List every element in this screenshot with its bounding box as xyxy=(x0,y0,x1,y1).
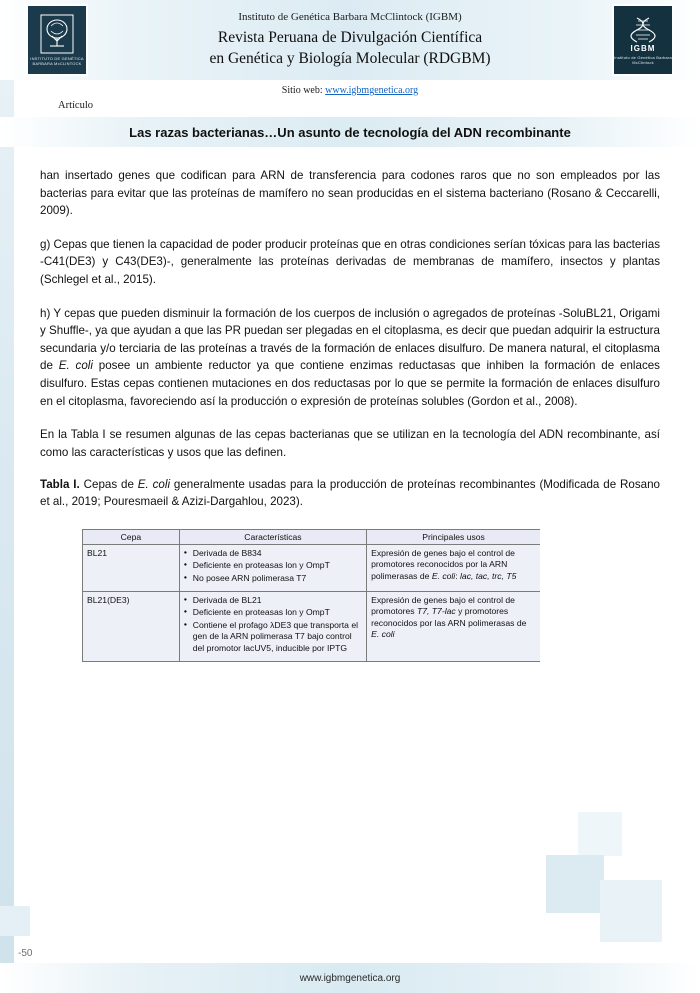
cell-usos xyxy=(367,544,540,591)
table-caption-species: E. coli xyxy=(137,477,171,491)
site-line xyxy=(0,85,700,96)
table-row xyxy=(83,592,541,662)
strains-table xyxy=(82,529,540,662)
paragraph-table-intro: En la Tabla I se resumen algunas de las cepas bacterianas que se utilizan en la tecnología del ADN recombinante, así como las características y usos que las definen. xyxy=(40,428,660,459)
paragraph-h-part1: h) Y cepas que pueden disminuir la formación de los cuerpos de inclusión o agregados de proteínas -SoluBL21, Origami y Shuffle-, ya que ayudan a que las PR puedan ser plegadas en el citoplasma, es decir que puedan adquirir la estructura secundaria y/o terciaria de las proteínas a través de la formación de enlaces disulfuro. De manera natural, el citoplasma de xyxy=(40,306,660,373)
institute-logo-left xyxy=(26,4,88,76)
caracteristicas-list xyxy=(184,548,362,584)
paragraph-continuation: han insertado genes que codifican para ARN de transferencia para codones raros que no son empleados por las bacterias para evitar que las proteínas de mamífero no sean producidas en el sistema bacteriano (Rosano & Ceccarelli, 2009). xyxy=(40,169,660,218)
cell-caracteristicas xyxy=(179,592,366,662)
article-body xyxy=(40,167,660,511)
header-center xyxy=(88,0,612,80)
logo-right-caption: Instituto de Genética Barbara McClintock xyxy=(614,54,672,65)
logo-right-word: IGBM xyxy=(630,43,656,53)
dna-helix-icon xyxy=(630,16,656,44)
usos-part1: Expresión de genes bajo el control de promotores xyxy=(371,595,515,617)
species-name-ecoli: E. coli xyxy=(58,359,93,373)
paragraph-h-part2: posee un ambiente reductor ya que contiene enzimas reductasas que inhiben la formación de enlaces disulfuro. Estas cepas contienen mutaciones en dos reductasas por lo que se permite la formación de enlaces disulfuro en el citoplasma, favoreciendo así la producción o expresión de proteínas solubles (Gordon et al., 2008). xyxy=(40,359,660,408)
page-header xyxy=(0,0,700,80)
article-title-band xyxy=(0,117,700,147)
usos-italic-species: E. coli xyxy=(371,629,395,640)
institute-name: Instituto de Genética Barbara McClintock (IGBM) xyxy=(238,10,462,23)
logo-left-caption: INSTITUTO DE GENÉTICA BARBARA McCLINTOCK xyxy=(30,56,84,66)
table-caption-part2: generalmente usadas para la producción de proteínas recombinantes (Modificada de Rosano et al., 2019; Pouresmaeil & Azizi-Dargahlou, 2023). xyxy=(40,477,660,509)
paragraph-h xyxy=(40,305,660,411)
table-header-usos: Principales usos xyxy=(367,529,540,544)
institute-logo-right xyxy=(612,4,674,76)
table-caption xyxy=(40,476,660,511)
cell-caracteristicas xyxy=(179,544,366,591)
decorative-square-top xyxy=(578,812,622,856)
site-url-link[interactable]: www.igbmgenetica.org xyxy=(325,85,419,96)
journal-title-line1: Revista Peruana de Divulgación Científica xyxy=(217,28,483,46)
usos-part1: Expresión de genes bajo el control de promotores reconocidos por la ARN polimerasas de xyxy=(371,547,515,581)
cell-cepa: BL21 xyxy=(83,544,180,591)
page-footer xyxy=(0,963,700,993)
usos-part2: y promotores reconocidos por las ARN polimerasas de xyxy=(371,606,527,628)
site-label: Sitio web: xyxy=(281,85,323,96)
tree-icon xyxy=(40,14,74,54)
cell-cepa: BL21(DE3) xyxy=(83,592,180,662)
page-number: -50 xyxy=(18,948,33,959)
journal-title-line2: en Genética y Biología Molecular (RDGBM) xyxy=(209,49,491,67)
table-row xyxy=(83,544,541,591)
decorative-square-bottom xyxy=(600,880,662,942)
paragraph-g: g) Cepas que tienen la capacidad de poder producir proteínas que en otras condiciones serían tóxicas para las bacterias -C41(DE3) y C43(DE3)-, generalmente las proteínas derivadas de membranas de mamífero, insectos y plantas (Schlegel et al., 2015). xyxy=(40,237,661,287)
table-header-row xyxy=(83,529,541,544)
decorative-square-mid xyxy=(546,855,604,913)
table-header-caracteristicas: Características xyxy=(179,529,366,544)
list-item: ● Derivada de B834 xyxy=(184,548,362,559)
table-container xyxy=(82,529,540,662)
page-title: Las razas bacterianas…Un asunto de tecnología del ADN recombinante xyxy=(129,124,571,140)
table-caption-label: Tabla I. xyxy=(40,477,80,491)
table-caption-part1: Cepas de xyxy=(79,477,138,491)
table-header-cepa: Cepa xyxy=(83,529,180,544)
decorative-left-bar xyxy=(0,0,14,993)
usos-part2: : xyxy=(455,570,460,581)
usos-italic-promoters: lac, tac, trc, T5 xyxy=(460,570,517,581)
list-item: ● Deficiente en proteasas lon y OmpT xyxy=(184,607,362,618)
list-item: ● Contiene el profago λDE3 que transporta el gen de la ARN polimerasa T7 bajo control del promotor lacUV5, inducible por IPTG xyxy=(184,620,362,654)
usos-italic-promoters: T7, T7-lac xyxy=(417,606,456,617)
list-item: ● Derivada de BL21 xyxy=(184,595,362,606)
list-item: ● No posee ARN polimerasa T7 xyxy=(184,573,362,584)
article-kind-label: Artículo xyxy=(58,100,93,111)
caracteristicas-list xyxy=(184,595,362,654)
footer-site: www.igbmgenetica.org xyxy=(299,972,401,984)
cell-usos xyxy=(367,592,540,662)
list-item: ● Deficiente en proteasas lon y OmpT xyxy=(184,560,362,571)
usos-italic-species: E. coli xyxy=(431,570,456,581)
decorative-square-left xyxy=(0,906,30,936)
